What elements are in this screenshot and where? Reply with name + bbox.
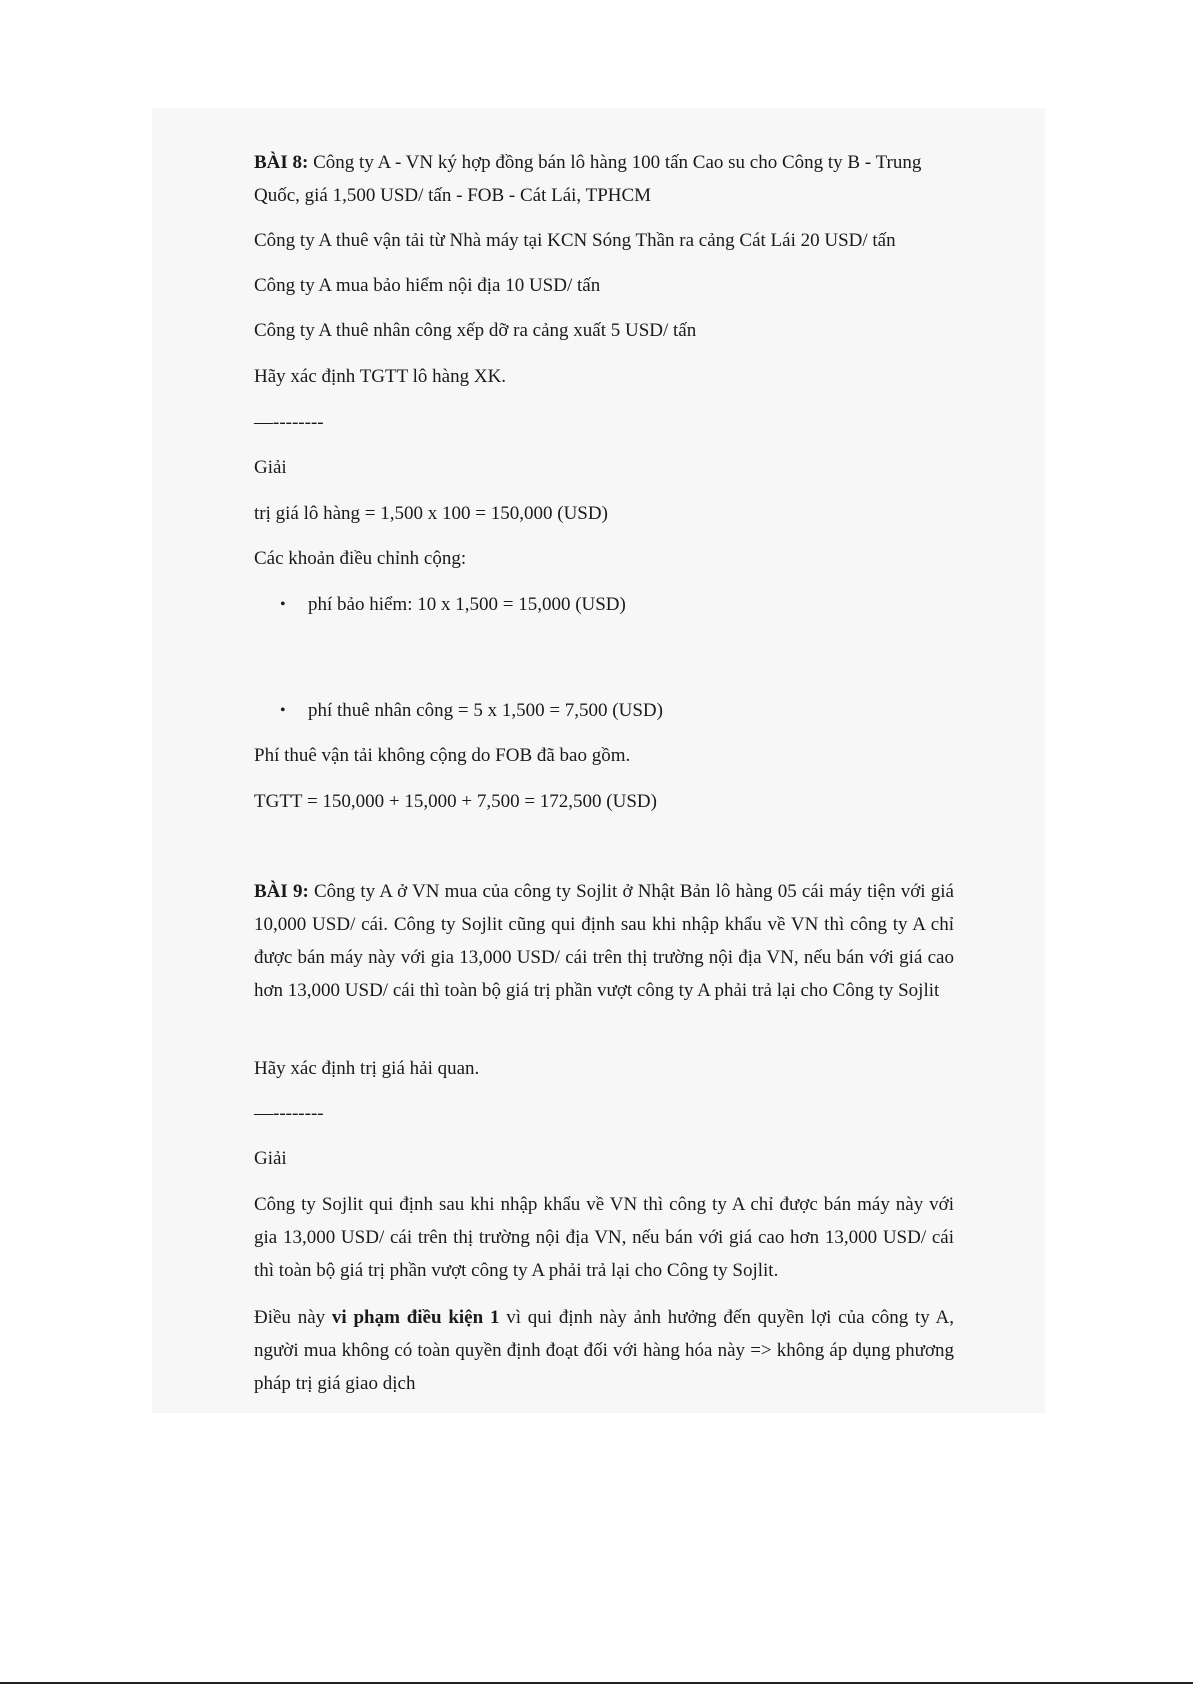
page-bottom-border	[0, 1682, 1193, 1684]
bai9-question: Hãy xác định trị giá hải quan.	[254, 1058, 480, 1079]
bai8-divider: —--------	[254, 412, 324, 433]
bai9-conclusion-bold: vi phạm điều kiện 1	[331, 1307, 500, 1328]
bai8-problem-text: Công ty A - VN ký hợp đồng bán lô hàng 100 tấn Cao su cho Công ty B - Trung Quốc, giá 1,500 USD/ tấn - FOB - Cát Lái, TPHCM	[254, 152, 922, 206]
bai8-value-line: trị giá lô hàng = 1,500 x 100 = 150,000 (USD)	[254, 503, 608, 524]
bai9-problem-text: Công ty A ở VN mua của công ty Sojlit ở Nhật Bản lô hàng 05 cái máy tiện với giá 10,000 USD/ cái. Công ty Sojlit cũng qui định sau khi nhập khẩu về VN thì công ty A chỉ được bán máy này với gia 13,000 USD/ cái trên thị trường nội địa VN, nếu bán với giá cao hơn 13,000 USD/ cái thì toàn bộ giá trị phần vượt công ty A phải trả lại cho Công ty Sojlit	[254, 881, 954, 1001]
bai8-adjust-heading: Các khoản điều chỉnh cộng:	[254, 548, 467, 569]
bai8-bullet-insurance: phí bảo hiểm: 10 x 1,500 = 15,000 (USD)	[308, 594, 626, 615]
bai9-solution-label: Giải	[254, 1148, 287, 1169]
bai9-conclusion	[254, 1301, 954, 1400]
bai8-solution-label: Giải	[254, 457, 287, 478]
bullet-marker: •	[280, 702, 286, 719]
bai9-conclusion-post: vì qui định này ảnh hưởng đến quyền lợi của công ty A, người mua không có toàn quyền định đoạt đối với hàng hóa này => không áp dụng phương pháp trị giá giao dịch	[254, 1307, 955, 1394]
bai8-insurance-line: Công ty A mua bảo hiểm nội địa 10 USD/ tấn	[254, 275, 601, 296]
bai8-heading: BÀI 8:	[254, 152, 309, 173]
bai8-transport-line: Công ty A thuê vận tải từ Nhà máy tại KCN Sóng Thần ra cảng Cát Lái 20 USD/ tấn	[254, 230, 896, 251]
bai8-bullet-labor: phí thuê nhân công = 5 x 1,500 = 7,500 (USD)	[308, 700, 663, 721]
bai8-question: Hãy xác định TGTT lô hàng XK.	[254, 366, 507, 387]
bai9-problem	[254, 875, 954, 1007]
bai9-heading: BÀI 9:	[254, 881, 309, 902]
bai8-note: Phí thuê vận tải không cộng do FOB đã bao gồm.	[254, 745, 631, 766]
bai9-conclusion-pre: Điều này	[254, 1307, 332, 1328]
bai8-result: TGTT = 150,000 + 15,000 + 7,500 = 172,500 (USD)	[254, 791, 657, 812]
bai8-labor-line: Công ty A thuê nhân công xếp dỡ ra cảng xuất 5 USD/ tấn	[254, 320, 697, 341]
bai9-divider: —--------	[254, 1103, 324, 1124]
bai9-solution-text: Công ty Sojlit qui định sau khi nhập khẩu về VN thì công ty A chỉ được bán máy này với gia 13,000 USD/ cái trên thị trường nội địa VN, nếu bán với giá cao hơn 13,000 USD/ cái thì toàn bộ giá trị phần vượt công ty A phải trả lại cho Công ty Sojlit.	[254, 1194, 954, 1281]
bai8-problem	[254, 146, 954, 212]
bullet-marker: •	[280, 596, 286, 613]
